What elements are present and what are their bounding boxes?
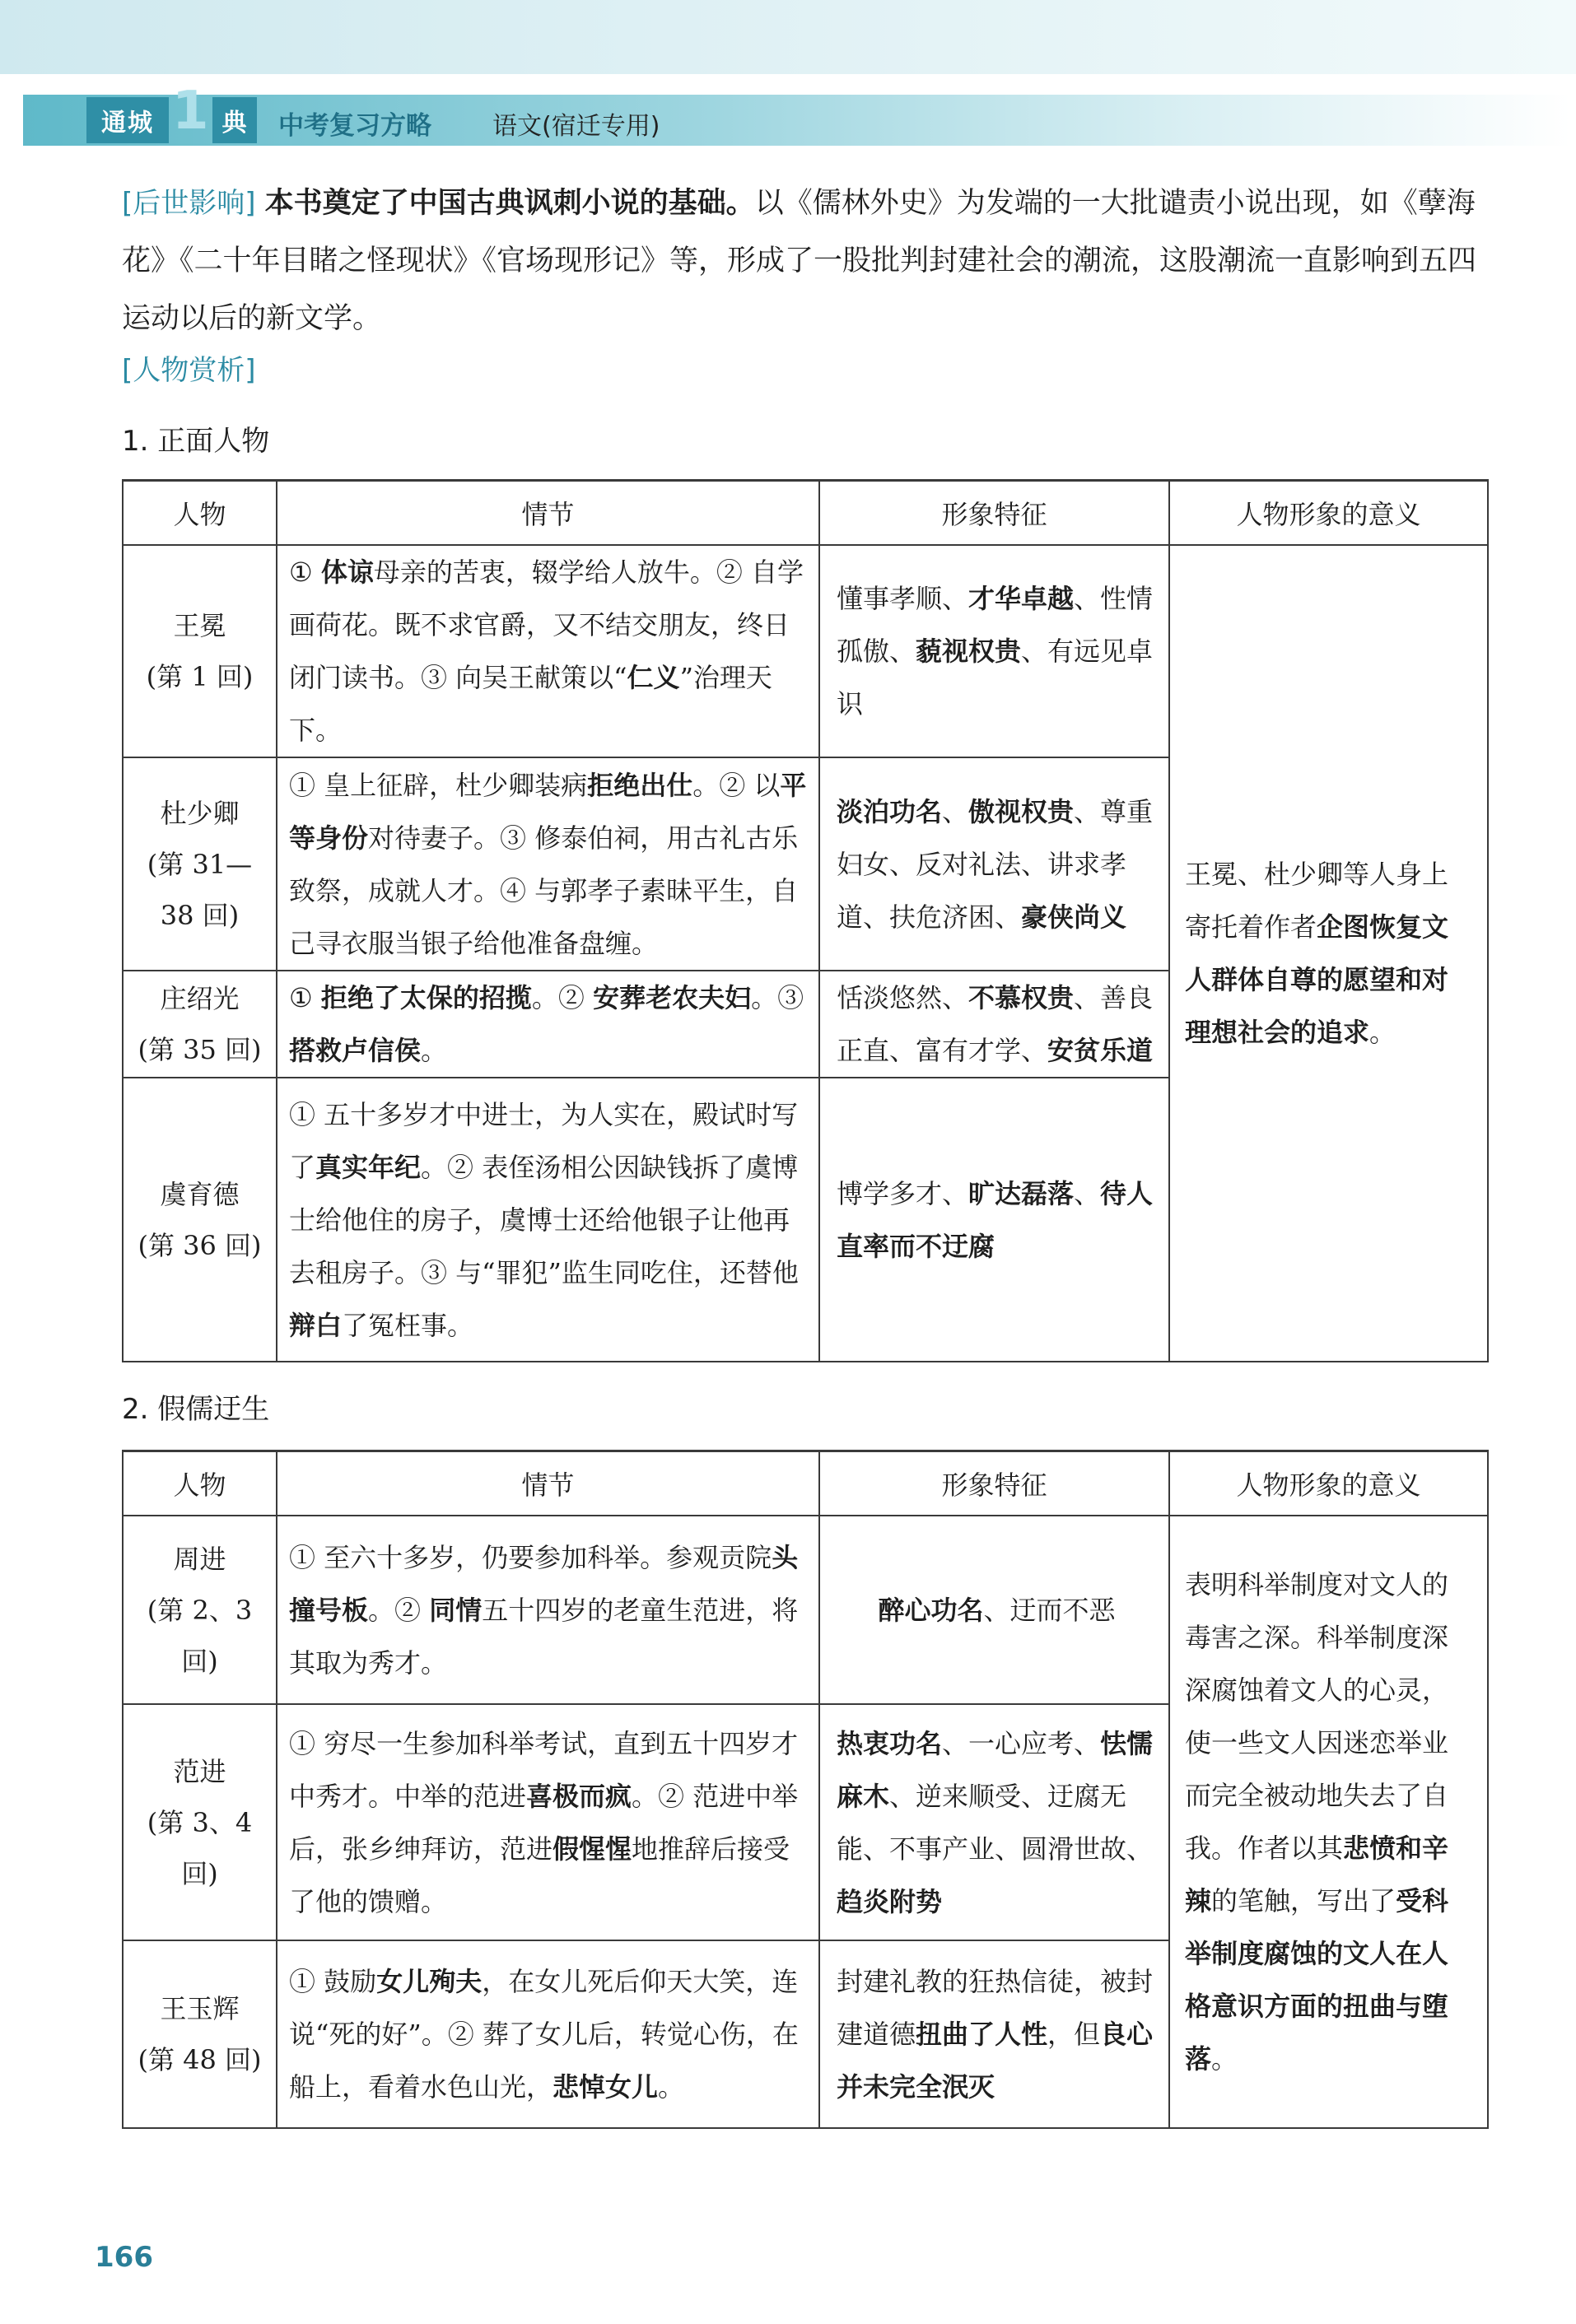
analysis-label: [人物赏析] xyxy=(122,354,256,387)
plot-cell: ① 五十多岁才中进士，为人实在，殿试时写了真实年纪。② 表侄汤相公因缺钱拆了虞博士给他住的房子，虞博士还给他银子让他再去租房子。③ 与“罪犯”监生同吃住，还替他辩白了冤枉事。 xyxy=(277,1078,819,1362)
false-scholars-table xyxy=(122,1450,1489,2129)
logo-number: 1 xyxy=(172,81,209,142)
header-character: 人物 xyxy=(123,481,277,546)
positive-characters-table xyxy=(122,479,1489,1362)
table-row xyxy=(123,545,1488,757)
plot-cell: ① 鼓励女儿殉夫，在女儿死后仰天大笑，连说“死的好”。② 葬了女儿后，转觉心伤，在船上，看着水色山光，悲悼女儿。 xyxy=(277,1940,819,2128)
trait-cell: 淡泊功名、傲视权贵、尊重妇女、反对礼法、讲求孝道、扶危济困、豪侠尚义 xyxy=(819,757,1169,971)
character-cell: 王冕 (第 1 回) xyxy=(123,545,277,757)
plot-cell: ① 皇上征辟，杜少卿装病拒绝出仕。② 以平等身份对待妻子。③ 修泰伯祠，用古礼古乐致祭，成就人才。④ 与郭孝子素昧平生，自己寻衣服当银子给他准备盘缠。 xyxy=(277,757,819,971)
series-logo xyxy=(86,81,257,143)
character-cell: 杜少卿 (第 31—38 回) xyxy=(123,757,277,971)
trait-cell: 热衷功名、一心应考、怯懦麻木、逆来顺受、迂腐无能、不事产业、圆滑世故、趋炎附势 xyxy=(819,1704,1169,1940)
influence-text: 以《儒林外史》为发端的一大批谴责小说出现，如《孽海花》《二十年目睹之怪现状》《官场现形记》等，形成了一股批判封建社会的潮流，这股潮流一直影响到五四运动以后的新文学。 xyxy=(122,187,1477,335)
plot-cell: ① 拒绝了太保的招揽。② 安葬老农夫妇。③ 搭救卢信侯。 xyxy=(277,971,819,1078)
plot-cell: ① 至六十多岁，仍要参加科举。参观贡院头撞号板。② 同情五十四岁的老童生范进，将其取为秀才。 xyxy=(277,1516,819,1704)
header-meaning: 人物形象的意义 xyxy=(1169,1451,1488,1516)
header-meaning: 人物形象的意义 xyxy=(1169,481,1488,546)
character-cell: 王玉辉 (第 48 回) xyxy=(123,1940,277,2128)
trait-cell: 恬淡悠然、不慕权贵、善良正直、富有才学、安贫乐道 xyxy=(819,971,1169,1078)
trait-cell: 醉心功名、迂而不恶 xyxy=(819,1516,1169,1704)
meaning-cell: 王冕、杜少卿等人身上寄托着作者企图恢复文人群体自尊的愿望和对理想社会的追求。 xyxy=(1169,545,1488,1362)
top-decor-band xyxy=(0,0,1576,74)
logo-text-a: 通城 xyxy=(86,97,169,143)
table-row xyxy=(123,1516,1488,1704)
logo-text-b: 典 xyxy=(212,97,257,143)
header-plot: 情节 xyxy=(277,1451,819,1516)
table-header-row xyxy=(123,481,1488,546)
book-subtitle: 语文(宿迁专用) xyxy=(492,112,660,141)
influence-label: [后世影响] xyxy=(122,187,256,220)
section-title-false-scholars: 2. 假儒迂生 xyxy=(122,1393,270,1426)
influence-lead: 本书奠定了中国古典讽刺小说的基础。 xyxy=(264,187,755,220)
page-number: 166 xyxy=(95,2241,153,2274)
table-header-row xyxy=(123,1451,1488,1516)
plot-cell: ① 体谅母亲的苦衷，辍学给人放牛。② 自学画荷花。既不求官爵，又不结交朋友，终日闭门读书。③ 向吴王献策以“仁义”治理天下。 xyxy=(277,545,819,757)
book-title: 中考复习方略 xyxy=(278,111,431,141)
header-traits: 形象特征 xyxy=(819,1451,1169,1516)
header-character: 人物 xyxy=(123,1451,277,1516)
plot-cell: ① 穷尽一生参加科举考试，直到五十四岁才中秀才。中举的范进喜极而疯。② 范进中举后，张乡绅拜访，范进假惺惺地推辞后接受了他的馈赠。 xyxy=(277,1704,819,1940)
character-cell: 虞育德 (第 36 回) xyxy=(123,1078,277,1362)
header-traits: 形象特征 xyxy=(819,481,1169,546)
meaning-cell: 表明科举制度对文人的毒害之深。科举制度深深腐蚀着文人的心灵，使一些文人因迷恋举业而完全被动地失去了自我。作者以其悲愤和辛辣的笔触，写出了受科举制度腐蚀的文人在人格意识方面的扭曲与堕落。 xyxy=(1169,1516,1488,2128)
character-cell: 庄绍光 (第 35 回) xyxy=(123,971,277,1078)
character-cell: 周进 (第 2、3 回) xyxy=(123,1516,277,1704)
section-title-positive: 1. 正面人物 xyxy=(122,425,270,458)
character-cell: 范进 (第 3、4 回) xyxy=(123,1704,277,1940)
header-plot: 情节 xyxy=(277,481,819,546)
influence-paragraph xyxy=(122,175,1489,347)
trait-cell: 懂事孝顺、才华卓越、性情孤傲、藐视权贵、有远见卓识 xyxy=(819,545,1169,757)
trait-cell: 博学多才、旷达磊落、待人直率而不迂腐 xyxy=(819,1078,1169,1362)
trait-cell: 封建礼教的狂热信徒，被封建道德扭曲了人性，但良心并未完全泯灭 xyxy=(819,1940,1169,2128)
